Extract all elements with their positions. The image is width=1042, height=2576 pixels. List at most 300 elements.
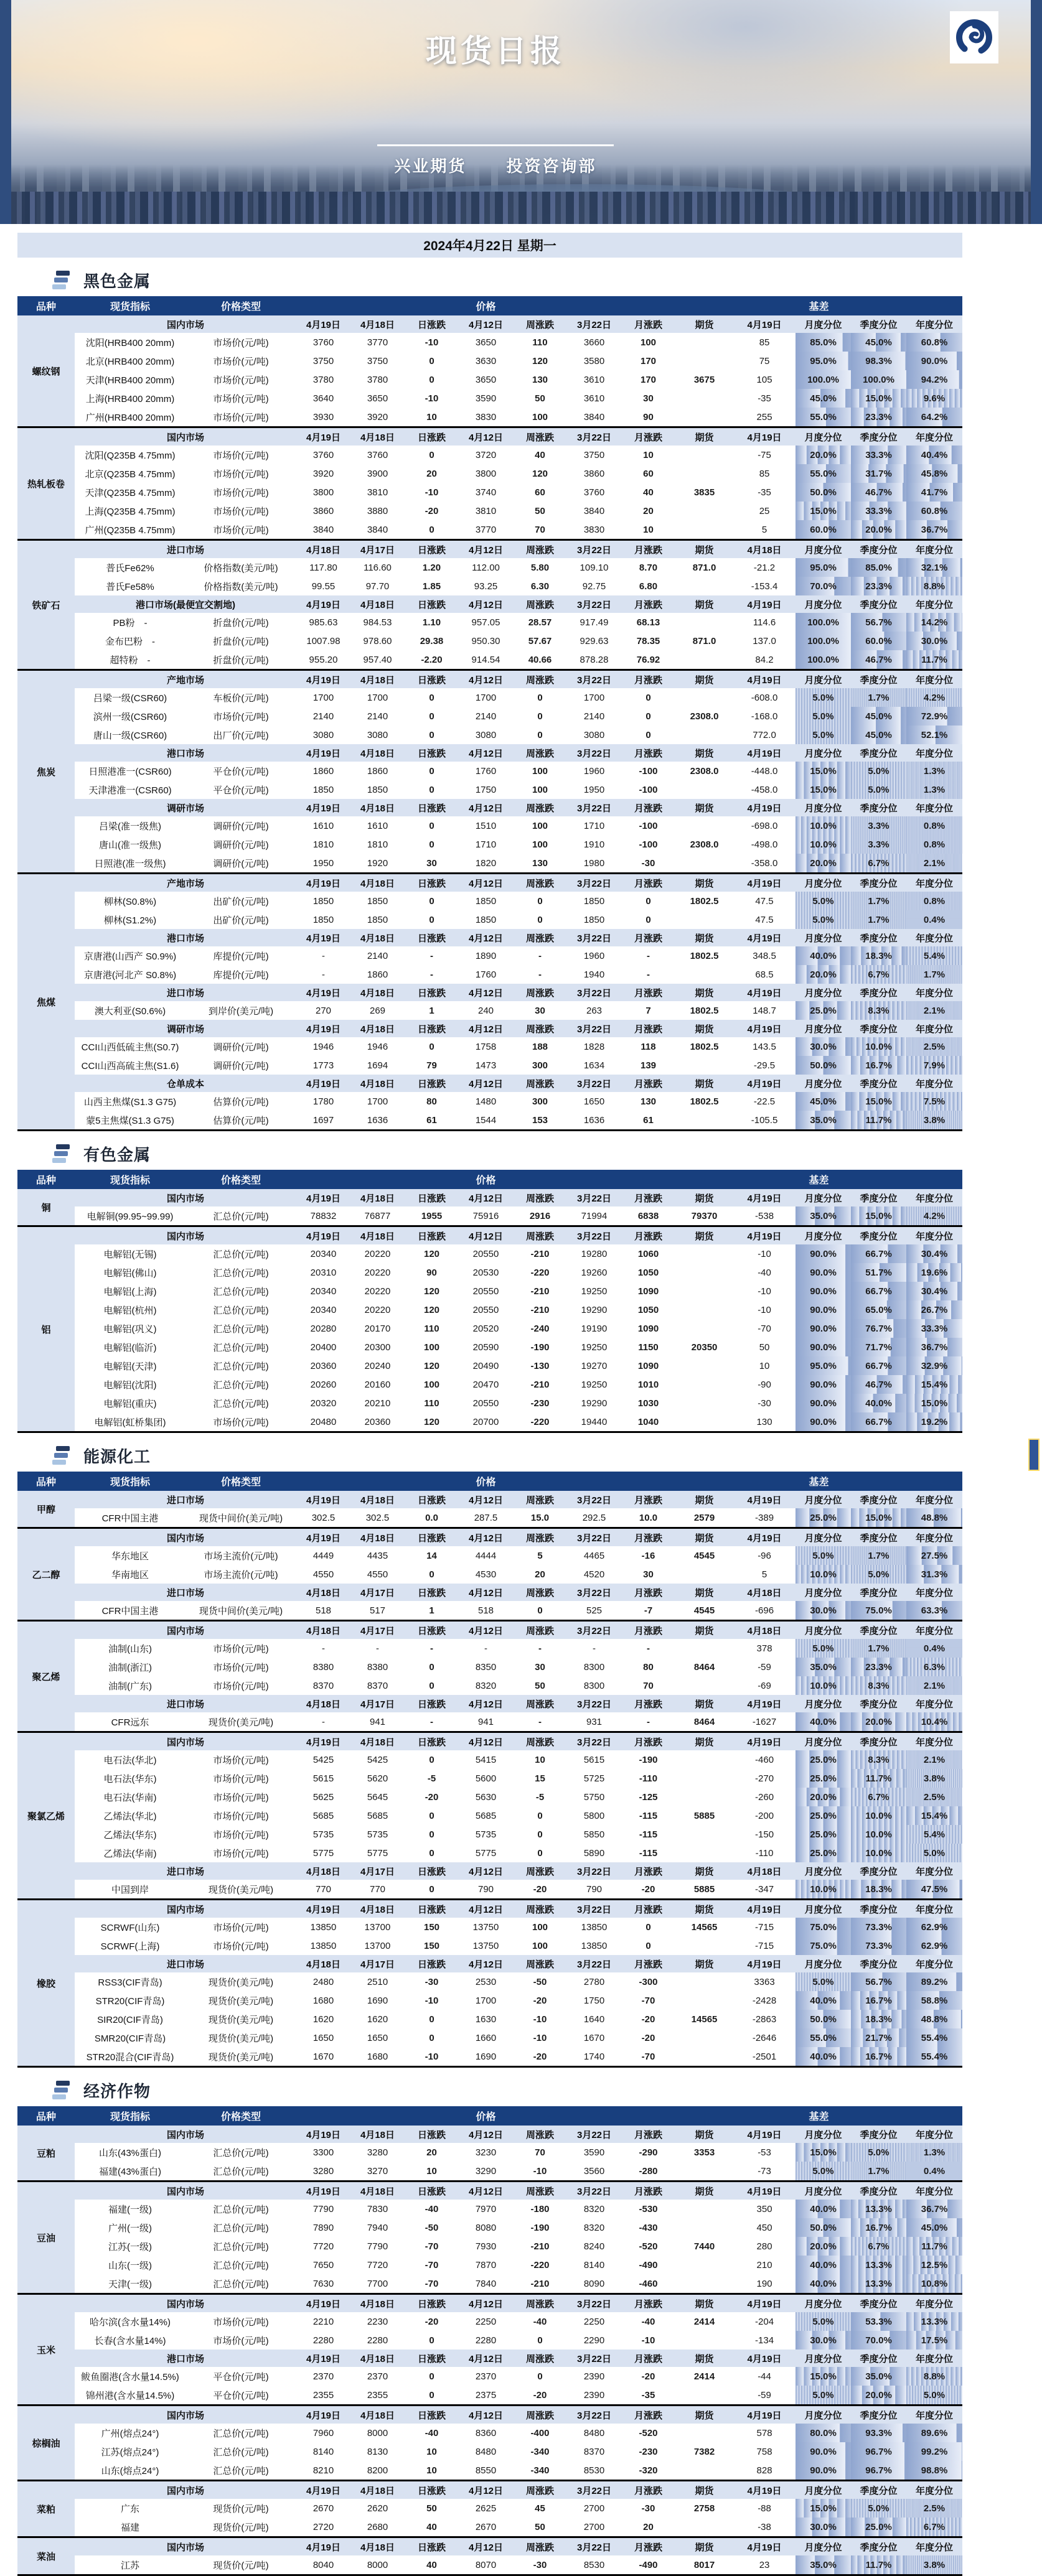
price-type-cell: 调研价(元/吨) [185, 854, 296, 874]
futures-cell: 7382 [675, 2442, 733, 2461]
price-cell: 7970 [459, 2200, 513, 2218]
percentile-cell: 5.0% [796, 707, 851, 726]
column-header: 周涨跌 [513, 1189, 567, 1206]
price-cell: 1007.98 [296, 632, 350, 650]
change-cell: -30 [513, 2555, 567, 2575]
column-header: 3月22日 [567, 1491, 621, 1508]
futures-cell [675, 1565, 733, 1584]
price-cell: 1850 [350, 892, 405, 910]
indicator-cell: 乙烯法(华北) [75, 1806, 185, 1825]
percentile-cell: 100.0% [796, 650, 851, 670]
column-header: 4月19日 [296, 929, 350, 946]
column-header: 年度分位 [906, 670, 962, 689]
price-cell: 2780 [567, 1972, 621, 1991]
column-header: 4月18日 [350, 1491, 405, 1508]
percentile-cell: 58.8% [906, 1991, 962, 2010]
indicator-cell: 电解铝(佛山) [75, 1263, 185, 1282]
futures-cell: 7440 [675, 2237, 733, 2256]
futures-cell [675, 2028, 733, 2047]
basis-cell: -2428 [733, 1991, 796, 2010]
change-cell: 0 [513, 1844, 567, 1862]
column-header: 4月19日 [733, 595, 796, 613]
price-cell: 1820 [459, 854, 513, 874]
column-header: 月度分位 [796, 2350, 851, 2367]
basis-cell: -538 [733, 1206, 796, 1226]
price-cell: 7830 [350, 2200, 405, 2218]
price-type-cell: 汇总价(元/吨) [185, 2218, 296, 2237]
percentile-cell: 8.8% [906, 577, 962, 595]
price-type-cell: 市场价(元/吨) [185, 1658, 296, 1676]
futures-cell: 20350 [675, 1338, 733, 1356]
column-header: 月度分位 [796, 2537, 851, 2556]
price-cell: 1828 [567, 1037, 621, 1056]
percentile-cell: 1.3% [906, 2143, 962, 2162]
change-cell: -16 [621, 1546, 675, 1565]
change-cell: 0 [405, 1806, 459, 1825]
price-cell: 3840 [567, 408, 621, 427]
column-header: 月涨跌 [621, 670, 675, 689]
basis-cell: -347 [733, 1880, 796, 1900]
percentile-cell: 93.3% [851, 2424, 906, 2442]
price-type-cell: 估算价(元/吨) [185, 1111, 296, 1131]
futures-cell [675, 352, 733, 370]
percentile-cell: 11.7% [851, 2555, 906, 2575]
column-header: 4月19日 [733, 1900, 796, 1918]
price-cell: 1650 [296, 2028, 350, 2047]
price-type-cell: 市场价(元/吨) [185, 1676, 296, 1695]
column-header: 4月18日 [350, 670, 405, 689]
price-cell: 1760 [459, 965, 513, 984]
column-header: 年度分位 [906, 1584, 962, 1601]
column-header: 期货 [675, 1075, 733, 1092]
price-cell: 941 [350, 1712, 405, 1732]
indicator-cell: STR20(CIF青岛) [75, 1991, 185, 2010]
price-cell: 2290 [567, 2331, 621, 2350]
change-cell: 110 [405, 1319, 459, 1338]
column-header: 月涨跌 [621, 2126, 675, 2143]
basis-cell: -389 [733, 1508, 796, 1528]
column-header: 期货 [675, 427, 733, 446]
price-cell: 2480 [296, 1972, 350, 1991]
market-subheader: 国内市场 [75, 2294, 296, 2313]
percentile-cell: 40.0% [851, 1394, 906, 1412]
column-header: 日涨跌 [405, 2182, 459, 2200]
column-header: 季度分位 [851, 1189, 906, 1206]
column-header: 3月22日 [567, 1189, 621, 1206]
futures-cell: 2414 [675, 2312, 733, 2331]
price-cell: 7960 [296, 2424, 350, 2442]
column-header: 月涨跌 [621, 540, 675, 559]
market-subheader: 进口市场 [75, 540, 296, 559]
percentile-cell: 15.0% [796, 502, 851, 520]
change-cell: 0 [405, 446, 459, 464]
change-cell: -115 [621, 1825, 675, 1844]
change-cell: -20 [405, 502, 459, 520]
price-cell: 1950 [296, 854, 350, 874]
price-cell: 790 [567, 1880, 621, 1900]
futures-cell [675, 2162, 733, 2182]
price-cell: 76877 [350, 1206, 405, 1226]
change-cell: 0 [405, 1658, 459, 1676]
futures-cell [675, 1769, 733, 1788]
price-cell: 3930 [296, 408, 350, 427]
percentile-cell: 3.3% [851, 835, 906, 854]
price-cell: 240 [459, 1001, 513, 1020]
column-header: 4月19日 [733, 1695, 796, 1712]
percentile-cell: 60.0% [796, 520, 851, 540]
futures-cell [675, 502, 733, 520]
price-type-cell: 平仓价(元/吨) [185, 2367, 296, 2386]
change-cell: -530 [621, 2200, 675, 2218]
percentile-cell: 47.5% [906, 1880, 962, 1900]
change-cell: - [621, 1712, 675, 1732]
price-cell: - [296, 1712, 350, 1732]
indicator-cell: 北京(Q235B 4.75mm) [75, 464, 185, 483]
column-header: 月涨跌 [621, 2537, 675, 2556]
percentile-cell: 90.0% [796, 1282, 851, 1300]
indicator-cell: 天津(HRB400 20mm) [75, 370, 185, 389]
percentile-cell: 65.0% [851, 1300, 906, 1319]
price-type-cell: 市场价(元/吨) [185, 408, 296, 427]
column-header: 3月22日 [567, 1584, 621, 1601]
price-cell: 914.54 [459, 650, 513, 670]
price-cell: 3560 [567, 2162, 621, 2182]
price-cell: 2370 [350, 2367, 405, 2386]
basis-cell: 68.5 [733, 965, 796, 984]
change-cell: 20 [621, 502, 675, 520]
indicator-cell: 油制(广东) [75, 1676, 185, 1695]
price-cell: 770 [296, 1880, 350, 1900]
indicator-cell: 柳林(S1.2%) [75, 910, 185, 929]
indicator-cell: 天津(Q235B 4.75mm) [75, 483, 185, 502]
change-cell: 120 [513, 464, 567, 483]
price-type-cell: 市场价(元/吨) [185, 483, 296, 502]
change-cell: 0 [405, 726, 459, 744]
price-cell: 518 [459, 1601, 513, 1621]
percentile-cell: 5.4% [906, 1825, 962, 1844]
price-cell: 2530 [459, 1972, 513, 1991]
basis-cell: 280 [733, 2237, 796, 2256]
basis-cell: -270 [733, 1769, 796, 1788]
percentile-cell: 90.0% [796, 1375, 851, 1394]
change-cell: 1.85 [405, 577, 459, 595]
change-cell: 40.66 [513, 650, 567, 670]
column-header: 季度分位 [851, 2481, 906, 2499]
change-cell: 0 [405, 835, 459, 854]
indicator-cell: PB粉 - [75, 613, 185, 632]
percentile-cell: 66.7% [851, 1244, 906, 1263]
percentile-cell: 63.3% [906, 1601, 962, 1621]
percentile-cell: 30.0% [906, 632, 962, 650]
change-cell: 0 [513, 2331, 567, 2350]
column-header: 日涨跌 [405, 1189, 459, 1206]
price-cell: 20470 [459, 1375, 513, 1394]
percentile-cell: 9.6% [906, 389, 962, 408]
column-header: 月涨跌 [621, 1226, 675, 1245]
percentile-cell: 45.0% [796, 389, 851, 408]
indicator-cell: SCRWF(山东) [75, 1918, 185, 1936]
price-cell: 2280 [459, 2331, 513, 2350]
bullet-bar-icon [54, 1151, 68, 1156]
change-cell: -100 [621, 780, 675, 799]
column-header: 月度分位 [796, 744, 851, 762]
change-cell: 40 [621, 483, 675, 502]
price-cell: 1946 [296, 1037, 350, 1056]
price-type-cell: 市场主流价(元/吨) [185, 1546, 296, 1565]
percentile-cell: 45.0% [851, 333, 906, 352]
price-type-cell: 市场价(元/吨) [185, 333, 296, 352]
futures-cell [675, 1394, 733, 1412]
percentile-cell: 45.8% [906, 464, 962, 483]
percentile-cell: 2.5% [906, 1788, 962, 1806]
price-cell: 19250 [567, 1338, 621, 1356]
section-table-0 [17, 296, 962, 1131]
percentile-cell: 90.0% [796, 2461, 851, 2481]
basis-cell: 3363 [733, 1972, 796, 1991]
column-group-header-variety: 品种 [17, 2106, 75, 2126]
price-cell: 19250 [567, 1375, 621, 1394]
bullet-bar-icon [52, 2094, 66, 2099]
column-header: 年度分位 [906, 929, 962, 946]
column-header: 4月19日 [733, 799, 796, 816]
column-header: 年度分位 [906, 1695, 962, 1712]
price-cell: 1710 [459, 835, 513, 854]
column-header: 周涨跌 [513, 2126, 567, 2143]
column-header: 日涨跌 [405, 2350, 459, 2367]
column-header: 月度分位 [796, 427, 851, 446]
percentile-cell: 20.0% [851, 2386, 906, 2406]
price-cell: 1694 [350, 1056, 405, 1075]
percentile-cell: 36.7% [906, 520, 962, 540]
variety-cell: 焦煤 [17, 874, 75, 1131]
price-cell: 1750 [459, 780, 513, 799]
price-type-cell: 车板价(元/吨) [185, 688, 296, 707]
column-header: 3月22日 [567, 799, 621, 816]
change-cell: 80 [621, 1658, 675, 1676]
futures-cell: 1802.5 [675, 1092, 733, 1111]
change-cell: 0 [513, 1806, 567, 1825]
futures-cell [675, 2424, 733, 2442]
change-cell: 0 [405, 816, 459, 835]
column-header: 周涨跌 [513, 1900, 567, 1918]
price-cell: 13850 [567, 1936, 621, 1955]
variety-cell: 棕榈油 [17, 2406, 75, 2481]
price-cell: 5620 [350, 1769, 405, 1788]
price-cell: 3840 [296, 520, 350, 540]
percentile-cell: 6.3% [906, 1658, 962, 1676]
column-header: 月度分位 [796, 315, 851, 333]
indicator-cell: 油制(山东) [75, 1639, 185, 1658]
column-header: 4月19日 [733, 2182, 796, 2200]
section-title [52, 1142, 1042, 1165]
futures-cell [675, 1412, 733, 1432]
change-cell: -210 [513, 1282, 567, 1300]
price-cell: 2210 [296, 2312, 350, 2331]
percentile-cell: 90.0% [796, 1394, 851, 1412]
price-type-cell: 现货价(美元/吨) [185, 1712, 296, 1732]
column-header: 年度分位 [906, 2126, 962, 2143]
change-cell: - [513, 1639, 567, 1658]
price-cell: 20170 [350, 1319, 405, 1338]
page-edge-marker [1028, 1439, 1040, 1471]
column-header: 周涨跌 [513, 1862, 567, 1880]
price-type-cell: 现货中间价(美元/吨) [185, 1508, 296, 1528]
change-cell: -230 [513, 1394, 567, 1412]
percentile-cell: 5.0% [851, 762, 906, 780]
column-header: 3月22日 [567, 1020, 621, 1037]
change-cell: -490 [621, 2256, 675, 2274]
column-header: 月涨跌 [621, 1621, 675, 1640]
column-header: 日涨跌 [405, 1226, 459, 1245]
price-cell: - [296, 1639, 350, 1658]
column-header: 季度分位 [851, 1491, 906, 1508]
price-cell: - [567, 1639, 621, 1658]
percentile-cell: 13.3% [851, 2274, 906, 2294]
percentile-cell: 18.3% [851, 2010, 906, 2028]
futures-cell [675, 2256, 733, 2274]
price-cell: 1940 [567, 965, 621, 984]
futures-cell [675, 1300, 733, 1319]
percentile-cell: 33.3% [906, 1319, 962, 1338]
change-cell: 5.80 [513, 558, 567, 577]
basis-cell: 350 [733, 2200, 796, 2218]
percentile-cell: 95.0% [796, 558, 851, 577]
basis-cell: 114.6 [733, 613, 796, 632]
basis-cell: -35 [733, 389, 796, 408]
price-cell: 3760 [567, 483, 621, 502]
change-cell: 100 [405, 1338, 459, 1356]
price-cell: 3750 [296, 352, 350, 370]
indicator-cell: 福建(43%蛋白) [75, 2162, 185, 2182]
change-cell: 100 [513, 816, 567, 835]
column-header: 4月12日 [459, 2350, 513, 2367]
change-cell: -10 [405, 1991, 459, 2010]
futures-cell [675, 2218, 733, 2237]
column-header: 年度分位 [906, 984, 962, 1001]
price-cell: 1697 [296, 1111, 350, 1131]
column-header: 季度分位 [851, 2537, 906, 2556]
price-cell: 2375 [459, 2386, 513, 2406]
percentile-cell: 99.2% [906, 2442, 962, 2461]
change-cell: 50 [513, 502, 567, 520]
basis-cell: 210 [733, 2256, 796, 2274]
change-cell: 1955 [405, 1206, 459, 1226]
report-title: 现货日报 [426, 34, 566, 68]
basis-cell: 75 [733, 352, 796, 370]
column-group-header-variety: 品种 [17, 1472, 75, 1491]
price-cell: 5800 [567, 1806, 621, 1825]
price-cell: 5735 [350, 1825, 405, 1844]
price-cell: 13750 [459, 1936, 513, 1955]
column-header: 期货 [675, 595, 733, 613]
price-cell: 13750 [459, 1918, 513, 1936]
percentile-cell: 15.0% [906, 1394, 962, 1412]
column-header: 4月17日 [350, 540, 405, 559]
change-cell: 1050 [621, 1300, 675, 1319]
percentile-cell: 6.7% [906, 2518, 962, 2537]
price-cell: 1670 [567, 2028, 621, 2047]
change-cell: -10 [405, 483, 459, 502]
market-subheader: 进口市场 [75, 1491, 296, 1508]
column-header: 期货 [675, 1189, 733, 1206]
price-type-cell: 市场价(元/吨) [185, 352, 296, 370]
column-header: 期货 [675, 744, 733, 762]
column-header: 月涨跌 [621, 2350, 675, 2367]
percentile-cell: 18.3% [851, 946, 906, 965]
column-header: 4月19日 [296, 315, 350, 333]
price-type-cell: 市场价(元/吨) [185, 2331, 296, 2350]
basis-cell: -715 [733, 1918, 796, 1936]
variety-cell: 豆粕 [17, 2126, 75, 2182]
column-header: 4月19日 [733, 1491, 796, 1508]
percentile-cell: 15.0% [851, 1206, 906, 1226]
percentile-cell: 17.5% [906, 2331, 962, 2350]
change-cell: 68.13 [621, 613, 675, 632]
price-cell: 1750 [567, 1991, 621, 2010]
basis-cell: -696 [733, 1601, 796, 1621]
basis-cell: 190 [733, 2274, 796, 2294]
change-cell: 70 [621, 1676, 675, 1695]
column-header: 周涨跌 [513, 1955, 567, 1972]
date-banner: 2024年4月22日 星期一 [17, 233, 962, 258]
column-header: 4月19日 [296, 2406, 350, 2424]
price-cell: 3230 [459, 2143, 513, 2162]
change-cell: - [513, 965, 567, 984]
change-cell: -20 [513, 1991, 567, 2010]
basis-cell: -105.5 [733, 1111, 796, 1131]
column-header: 3月22日 [567, 2126, 621, 2143]
column-header: 3月22日 [567, 874, 621, 892]
percentile-cell: 89.6% [906, 2424, 962, 2442]
price-type-cell: 汇总价(元/吨) [185, 1338, 296, 1356]
column-header: 周涨跌 [513, 799, 567, 816]
indicator-cell: 沈阳(Q235B 4.75mm) [75, 446, 185, 464]
price-cell: 8530 [567, 2461, 621, 2481]
column-header: 期货 [675, 315, 733, 333]
change-cell: 0 [405, 2028, 459, 2047]
column-header: 3月22日 [567, 1695, 621, 1712]
market-subheader: 国内市场 [75, 2537, 296, 2556]
change-cell: 0 [621, 1936, 675, 1955]
percentile-cell: 10.4% [906, 1712, 962, 1732]
change-cell: 90 [405, 1263, 459, 1282]
price-cell: 2280 [350, 2331, 405, 2350]
price-cell: 3810 [459, 502, 513, 520]
price-type-cell: 市场价(元/吨) [185, 1750, 296, 1769]
column-header: 4月12日 [459, 799, 513, 816]
change-cell: 0 [621, 892, 675, 910]
change-cell: 10 [405, 2162, 459, 2182]
column-group-header-indicator: 现货指标 [75, 1472, 185, 1491]
change-cell: 0 [513, 892, 567, 910]
column-header: 月度分位 [796, 1584, 851, 1601]
percentile-cell: 55.4% [906, 2028, 962, 2047]
change-cell: 0 [405, 1676, 459, 1695]
price-cell: 5425 [296, 1750, 350, 1769]
column-header: 期货 [675, 670, 733, 689]
basis-cell: 772.0 [733, 726, 796, 744]
percentile-cell: 5.0% [796, 910, 851, 929]
change-cell: -490 [621, 2555, 675, 2575]
indicator-cell: 华东地区 [75, 1546, 185, 1565]
percentile-cell: 36.7% [906, 1338, 962, 1356]
percentile-cell: 50.0% [796, 483, 851, 502]
column-header: 周涨跌 [513, 1075, 567, 1092]
variety-cell: 豆油 [17, 2182, 75, 2294]
market-subheader: 进口市场 [75, 1695, 296, 1712]
price-cell: 5750 [567, 1788, 621, 1806]
column-header: 4月18日 [733, 1584, 796, 1601]
